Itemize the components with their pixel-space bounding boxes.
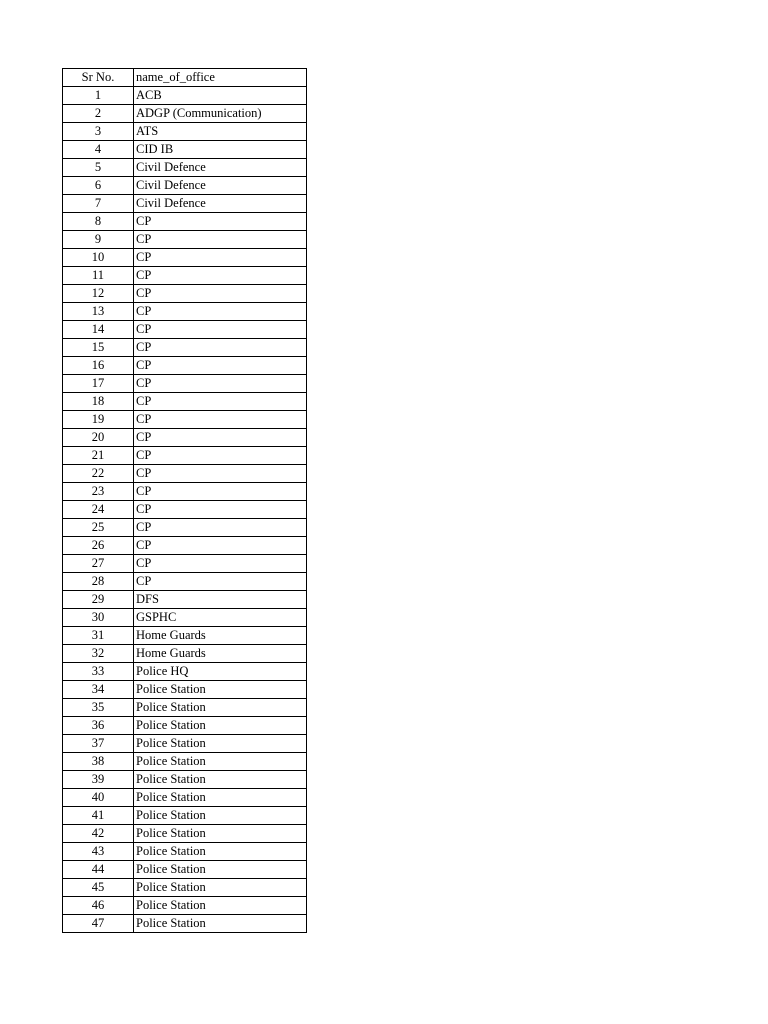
sr-no-cell: 34: [63, 681, 134, 699]
office-name-cell: CP: [134, 429, 307, 447]
sr-no-cell: 15: [63, 339, 134, 357]
sr-no-cell: 8: [63, 213, 134, 231]
office-name-cell: Police Station: [134, 807, 307, 825]
office-name-cell: Police Station: [134, 915, 307, 933]
sr-no-cell: 21: [63, 447, 134, 465]
table-row: [63, 483, 307, 501]
sr-no-cell: 18: [63, 393, 134, 411]
sr-no-cell: 35: [63, 699, 134, 717]
office-name-cell: ATS: [134, 123, 307, 141]
table-row: [63, 321, 307, 339]
table-row: [63, 573, 307, 591]
office-name-cell: CP: [134, 537, 307, 555]
table-row: [63, 465, 307, 483]
table-row: [63, 285, 307, 303]
table-row: [63, 501, 307, 519]
office-name-cell: Police Station: [134, 879, 307, 897]
table-row: [63, 645, 307, 663]
table-row: [63, 393, 307, 411]
sr-no-cell: 20: [63, 429, 134, 447]
sr-no-cell: 9: [63, 231, 134, 249]
sr-no-cell: 25: [63, 519, 134, 537]
office-name-cell: Police Station: [134, 681, 307, 699]
sr-no-cell: 5: [63, 159, 134, 177]
office-table: [62, 68, 307, 933]
sr-no-cell: 31: [63, 627, 134, 645]
sr-no-cell: 23: [63, 483, 134, 501]
office-name-cell: CP: [134, 321, 307, 339]
office-name-cell: CP: [134, 519, 307, 537]
office-name-cell: ACB: [134, 87, 307, 105]
table-row: [63, 249, 307, 267]
table-row: [63, 681, 307, 699]
sr-no-cell: 22: [63, 465, 134, 483]
sr-no-cell: 12: [63, 285, 134, 303]
office-name-cell: CP: [134, 213, 307, 231]
table-row: [63, 843, 307, 861]
office-name-cell: CP: [134, 267, 307, 285]
table-row: [63, 915, 307, 933]
sr-no-cell: 26: [63, 537, 134, 555]
header-name-of-office: name_of_office: [134, 69, 307, 87]
table-row: [63, 447, 307, 465]
table-row: [63, 231, 307, 249]
office-name-cell: CP: [134, 357, 307, 375]
table-row: [63, 123, 307, 141]
table-row: [63, 807, 307, 825]
office-name-cell: CP: [134, 249, 307, 267]
office-name-cell: CP: [134, 573, 307, 591]
sr-no-cell: 44: [63, 861, 134, 879]
sr-no-cell: 32: [63, 645, 134, 663]
office-name-cell: CP: [134, 393, 307, 411]
table-row: [63, 753, 307, 771]
sr-no-cell: 38: [63, 753, 134, 771]
table-row: [63, 141, 307, 159]
table-row: [63, 879, 307, 897]
office-name-cell: DFS: [134, 591, 307, 609]
table-row: [63, 357, 307, 375]
sr-no-cell: 24: [63, 501, 134, 519]
sr-no-cell: 29: [63, 591, 134, 609]
office-name-cell: CP: [134, 231, 307, 249]
office-name-cell: CP: [134, 447, 307, 465]
table-row: [63, 429, 307, 447]
office-name-cell: CP: [134, 501, 307, 519]
table-row: [63, 375, 307, 393]
table-body: [63, 87, 307, 933]
table-row: [63, 555, 307, 573]
table-row: [63, 177, 307, 195]
sr-no-cell: 7: [63, 195, 134, 213]
sr-no-cell: 11: [63, 267, 134, 285]
office-name-cell: Police Station: [134, 861, 307, 879]
sr-no-cell: 16: [63, 357, 134, 375]
office-name-cell: Civil Defence: [134, 177, 307, 195]
header-sr-no: Sr No.: [63, 69, 134, 87]
table-row: [63, 825, 307, 843]
office-name-cell: CID IB: [134, 141, 307, 159]
sr-no-cell: 2: [63, 105, 134, 123]
office-name-cell: Police Station: [134, 735, 307, 753]
table-row: [63, 591, 307, 609]
office-name-cell: Police HQ: [134, 663, 307, 681]
office-name-cell: Police Station: [134, 897, 307, 915]
office-name-cell: Home Guards: [134, 627, 307, 645]
sr-no-cell: 10: [63, 249, 134, 267]
table-row: [63, 87, 307, 105]
office-name-cell: Home Guards: [134, 645, 307, 663]
sr-no-cell: 30: [63, 609, 134, 627]
office-name-cell: Civil Defence: [134, 159, 307, 177]
office-name-cell: GSPHC: [134, 609, 307, 627]
table-row: [63, 537, 307, 555]
table-row: [63, 771, 307, 789]
office-name-cell: Police Station: [134, 789, 307, 807]
sr-no-cell: 13: [63, 303, 134, 321]
office-name-cell: CP: [134, 339, 307, 357]
sr-no-cell: 19: [63, 411, 134, 429]
table-row: [63, 861, 307, 879]
table-row: [63, 735, 307, 753]
sr-no-cell: 45: [63, 879, 134, 897]
sr-no-cell: 14: [63, 321, 134, 339]
table-row: [63, 411, 307, 429]
sr-no-cell: 6: [63, 177, 134, 195]
sr-no-cell: 28: [63, 573, 134, 591]
office-name-cell: Police Station: [134, 771, 307, 789]
sr-no-cell: 17: [63, 375, 134, 393]
office-name-cell: ADGP (Communication): [134, 105, 307, 123]
table-row: [63, 519, 307, 537]
sr-no-cell: 33: [63, 663, 134, 681]
office-name-cell: Police Station: [134, 717, 307, 735]
table-row: [63, 105, 307, 123]
table-row: [63, 609, 307, 627]
sr-no-cell: 37: [63, 735, 134, 753]
office-name-cell: CP: [134, 411, 307, 429]
office-name-cell: CP: [134, 555, 307, 573]
office-name-cell: Police Station: [134, 699, 307, 717]
table-row: [63, 339, 307, 357]
sr-no-cell: 43: [63, 843, 134, 861]
office-name-cell: CP: [134, 285, 307, 303]
sr-no-cell: 1: [63, 87, 134, 105]
table-row: [63, 897, 307, 915]
table-row: [63, 267, 307, 285]
sr-no-cell: 47: [63, 915, 134, 933]
sr-no-cell: 41: [63, 807, 134, 825]
table-row: [63, 663, 307, 681]
sr-no-cell: 42: [63, 825, 134, 843]
sr-no-cell: 40: [63, 789, 134, 807]
office-name-cell: CP: [134, 483, 307, 501]
office-name-cell: Police Station: [134, 753, 307, 771]
office-name-cell: CP: [134, 303, 307, 321]
office-name-cell: Police Station: [134, 843, 307, 861]
table-row: [63, 717, 307, 735]
sr-no-cell: 4: [63, 141, 134, 159]
table-row: [63, 159, 307, 177]
office-name-cell: CP: [134, 375, 307, 393]
table-row: [63, 213, 307, 231]
table-row: [63, 627, 307, 645]
table-header-row: [63, 69, 307, 87]
table-row: [63, 699, 307, 717]
office-name-cell: CP: [134, 465, 307, 483]
office-name-cell: Police Station: [134, 825, 307, 843]
sr-no-cell: 3: [63, 123, 134, 141]
sr-no-cell: 27: [63, 555, 134, 573]
table-row: [63, 303, 307, 321]
sr-no-cell: 39: [63, 771, 134, 789]
sr-no-cell: 46: [63, 897, 134, 915]
office-name-cell: Civil Defence: [134, 195, 307, 213]
table-row: [63, 195, 307, 213]
sr-no-cell: 36: [63, 717, 134, 735]
table-row: [63, 789, 307, 807]
